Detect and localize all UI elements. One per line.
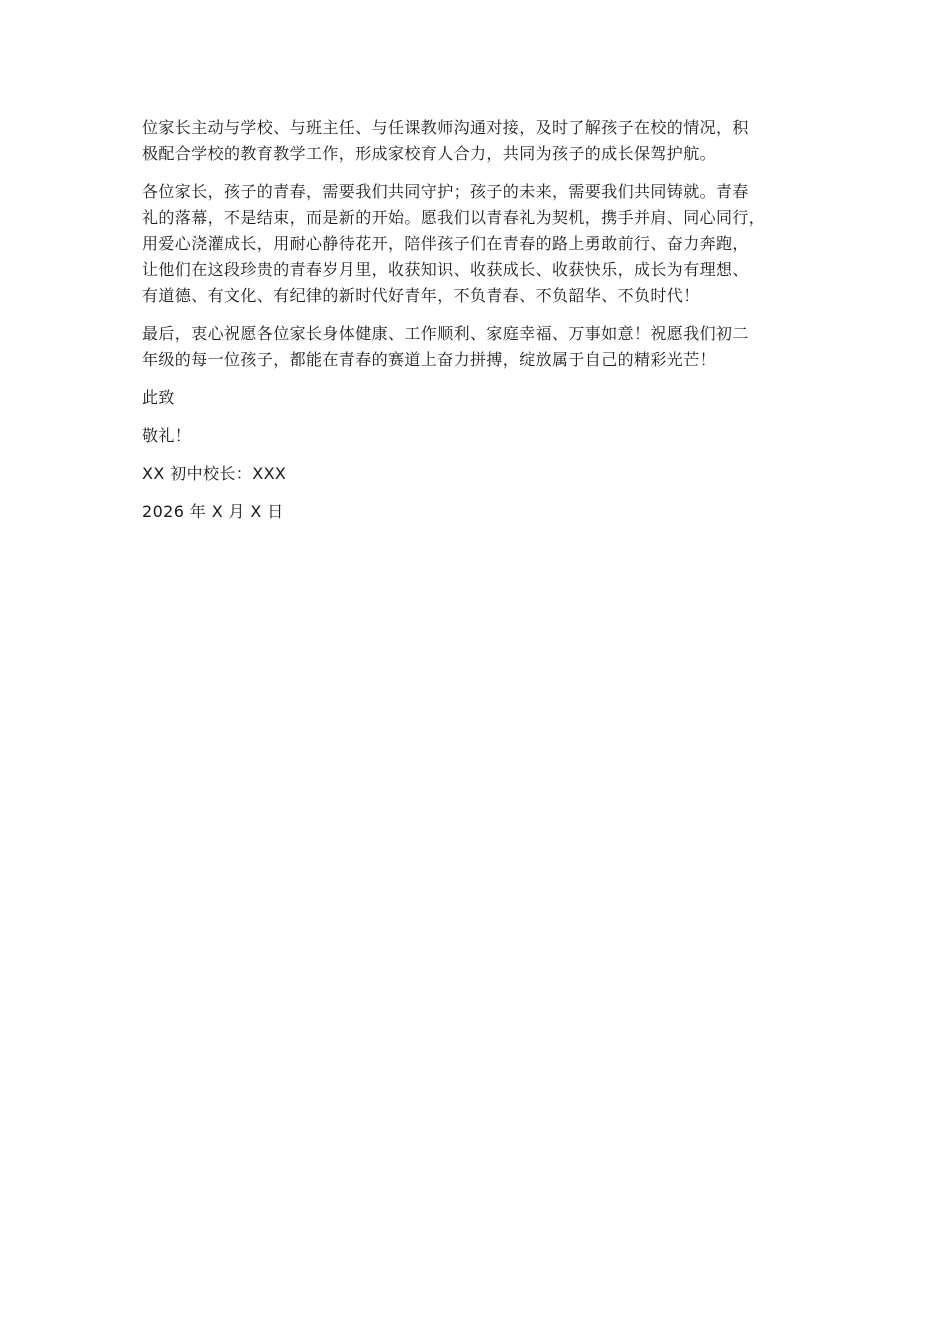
text-line: 用爱心浇灌成长，用耐心静待花开，陪伴孩子们在青春的路上勇敢前行、奋力奔跑， bbox=[142, 234, 749, 253]
text-line: 让他们在这段珍贵的青春岁月里，收获知识、收获成长、收获快乐，成长为有理想、 bbox=[142, 260, 749, 279]
closing-text: 此致 bbox=[142, 388, 175, 407]
date-text: 2026 年 X 月 X 日 bbox=[142, 502, 284, 521]
letter-body bbox=[142, 115, 822, 537]
text-line: 各位家长，孩子的青春，需要我们共同守护；孩子的未来，需要我们共同铸就。青春 bbox=[142, 182, 749, 201]
salutation-text: 敬礼！ bbox=[142, 426, 192, 445]
paragraph-cooperation bbox=[142, 115, 822, 167]
text-line: 年级的每一位孩子，都能在青春的赛道上奋力拼搏，绽放属于自己的精彩光芒！ bbox=[142, 350, 717, 369]
paragraph-wishes bbox=[142, 321, 822, 373]
text-line: 有道德、有文化、有纪律的新时代好青年，不负青春、不负韶华、不负时代！ bbox=[142, 286, 700, 305]
text-line: 位家长主动与学校、与班主任、与任课教师沟通对接，及时了解孩子在校的情况，积 bbox=[142, 118, 749, 137]
text-line: 极配合学校的教育教学工作，形成家校育人合力，共同为孩子的成长保驾护航。 bbox=[142, 144, 717, 163]
text-line: 最后，衷心祝愿各位家长身体健康、工作顺利、家庭幸福、万事如意！祝愿我们初二 bbox=[142, 324, 749, 343]
signature-text: XX 初中校长：XXX bbox=[142, 464, 287, 483]
paragraph-youth bbox=[142, 179, 822, 309]
text-line: 礼的落幕，不是结束，而是新的开始。愿我们以青春礼为契机，携手并肩、同心同行， bbox=[142, 208, 766, 227]
